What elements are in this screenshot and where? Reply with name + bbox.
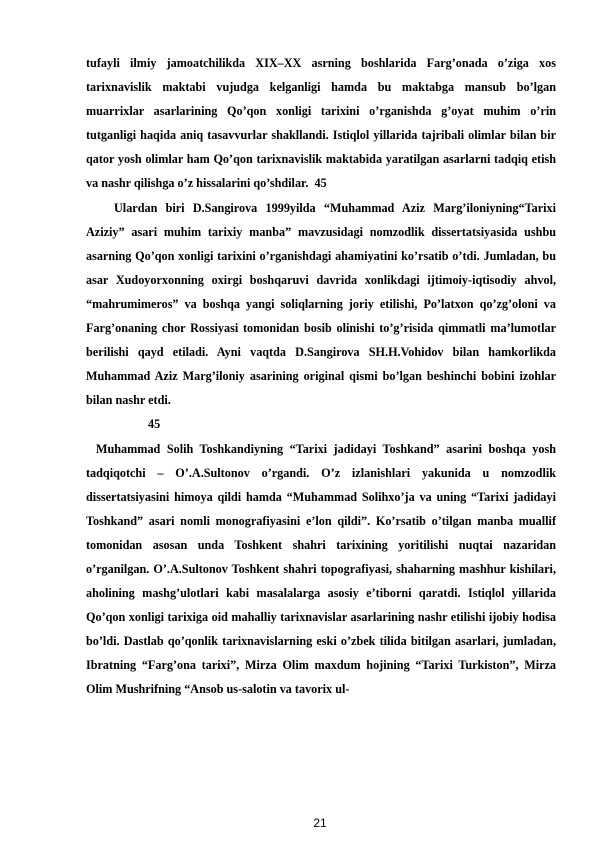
paragraph-3-text: Muhammad Solih Toshkandiyning “Tarixi jadidayi Toshkand” asarini boshqa yosh tadqiqotchi – O’.A.Sultonov o’rgandi. O’z izlanishlari yakunida u nomzodlik dissertatsiyasini himoya qildi hamda “Muhammad Solihxo’ja va uning “Tarixi jadidayi Toshkand” asari nomli monografiyasini e’lon qildi”. Ko’rsatib o’tilgan manba muallif tomonidan asosan unda Toshkent shahri tarixining yoritilishi nuqtai nazaridan o’rganilgan. O’.A.Sultonov Toshkent shahri topografiyasi, shaharning mashhur kishilari, aholining mashg’ulotlari kabi masalalarga asosiy e’tiborni qaratdi. Istiqlol yillarida Qo’qon xonligi tarixiga oid mahalliy tarixnavislar asarlarining nashr etilishi ijobiy hodisa bo’ldi. Dastlab qo’qonlik tarixnavislarning eski o’zbek tilida bitilgan asarlari, jumladan, Ibratning “Farg’ona tarixi”, Mirza Olim maxdum hojining “Tarixi Turkiston”, Mirza Olim Mushrifning “Ansob us-salotin va tavorix ul- [86, 441, 556, 697]
paragraph-1-text: tufayli ilmiy jamoatchilikda XIX–XX asrning boshlarida Farg’onada o’ziga xos tarixnavislik maktabi vujudga kelganligi hamda bu maktabga mansub bo’lgan muarrixlar asarlarining Qo’qon xonligi tarixini o’rganishda g’oyat muhim o’rin tutganligi haqida aniq tasavvurlar shakllandi. Istiqlol yillarida tajribali olimlar bilan bir qator yosh olimlar ham Qo’qon tarixnavislik maktabida yaratilgan asarlarni tadqiq etish va nashr qilishga o’z hissalarini qo’shdilar. [86, 56, 556, 191]
footnote-ref: 45 [314, 176, 327, 191]
page-number: 21 [313, 816, 327, 830]
paragraph-1 [86, 51, 556, 196]
paragraph-3 [86, 437, 556, 702]
paragraph-2 [86, 196, 556, 437]
body-text [86, 51, 556, 702]
footnote-ref: 45 [148, 417, 161, 432]
paragraph-2-text: Ulardan biri D.Sangirova 1999yilda “Muhammad Aziz Marg’iloniyning“Tarixi Aziziy” asari muhim tarixiy manba” mavzusidagi nomzodlik dissertatsiyasida ushbu asarning Qo’qon xonligi tarixini o’rganishdagi ahamiyatini ko’rsatib o’tdi. Jumladan, bu asar Xudoyorxonning oxirgi boshqaruvi davrida xonlikdagi ijtimoiy-iqtisodiy ahvol, “mahrumimeros” va boshqa yangi soliqlarning joriy etilishi, Po’latxon qo’zg’oloni va Farg’onaning chor Rossiyasi tomonidan bosib olinishi to’g’risida qimmatli ma’lumotlar berilishi qayd etiladi. Ayni vaqtda D.Sangirova SH.H.Vohidov bilan hamkorlikda Muhammad Aziz Marg’iloniy asarining original qismi bo’lgan beshinchi bobini izohlar bilan nashr etdi. [86, 200, 556, 408]
